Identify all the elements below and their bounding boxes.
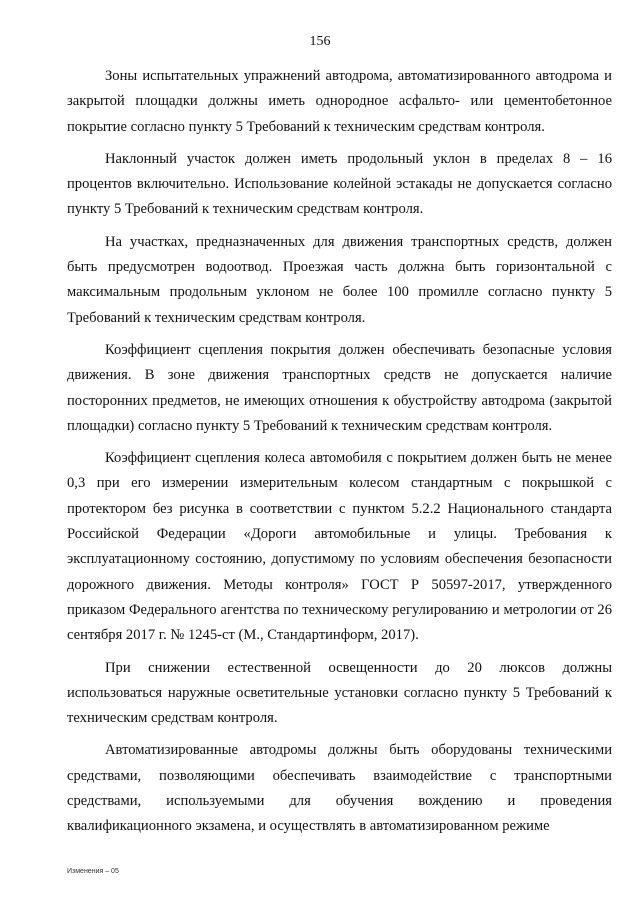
- paragraph-1: Зоны испытательных упражнений автодрома, автоматизированного автодрома и закрытой площадки должны иметь однородное асфальто- или цементобетонное покрытие согласно пункту 5 Требований к техническим средствам контроля.: [67, 68, 612, 135]
- document-body: [67, 64, 612, 847]
- footer-revision-note: Изменения – 05: [67, 868, 119, 875]
- paragraph-3: На участках, предназначенных для движения транспортных средств, должен быть предусмотрен водоотвод. Проезжая часть должна быть горизонтальной с максимальным продольным уклоном не более 100 промилле согласно пункту 5 Требований к техническим средствам контроля.: [67, 233, 612, 326]
- paragraph-4: Коэффициент сцепления покрытия должен обеспечивать безопасные условия движения. В зоне движения транспортных средств не допускается наличие посторонних предметов, не имеющих отношения к обустройству автодрома (закрытой площадки) согласно пункту 5 Требований к техническим средствам контроля.: [67, 341, 612, 434]
- paragraph-7: Автоматизированные автодромы должны быть оборудованы техническими средствами, позволяющими обеспечивать взаимодействие с транспортными средствами, используемыми для обучения вождению и проведения квалификационного экзамена, и осуществлять в автоматизированном режиме: [67, 742, 612, 835]
- paragraph-5: Коэффициент сцепления колеса автомобиля с покрытием должен быть не менее 0,3 при его измерении измерительным колесом стандартным с покрышкой с протектором без рисунка в соответствии с пунктом 5.2.2 Национального стандарта Российской Федерации «Дороги автомобильные и улицы. Требования к эксплуатационному состоянию, допустимому по условиям обеспечения безопасности дорожного движения. Методы контроля» ГОСТ Р 50597-2017, утвержденного приказом Федерального агентства по техническому регулированию и метрологии от 26 сентября 2017 г. № 1245-ст (М., Стандартинформ, 2017).: [67, 450, 612, 644]
- page-number: 156: [309, 34, 331, 49]
- paragraph-6: При снижении естественной освещенности до 20 люксов должны использоваться наружные осветительные установки согласно пункту 5 Требований к техническим средствам контроля.: [67, 659, 612, 727]
- paragraph-2: Наклонный участок должен иметь продольный уклон в пределах 8 – 16 процентов включительно. Использование колейной эстакады не допускается согласно пункту 5 Требований к техническим средствам контроля.: [67, 150, 612, 218]
